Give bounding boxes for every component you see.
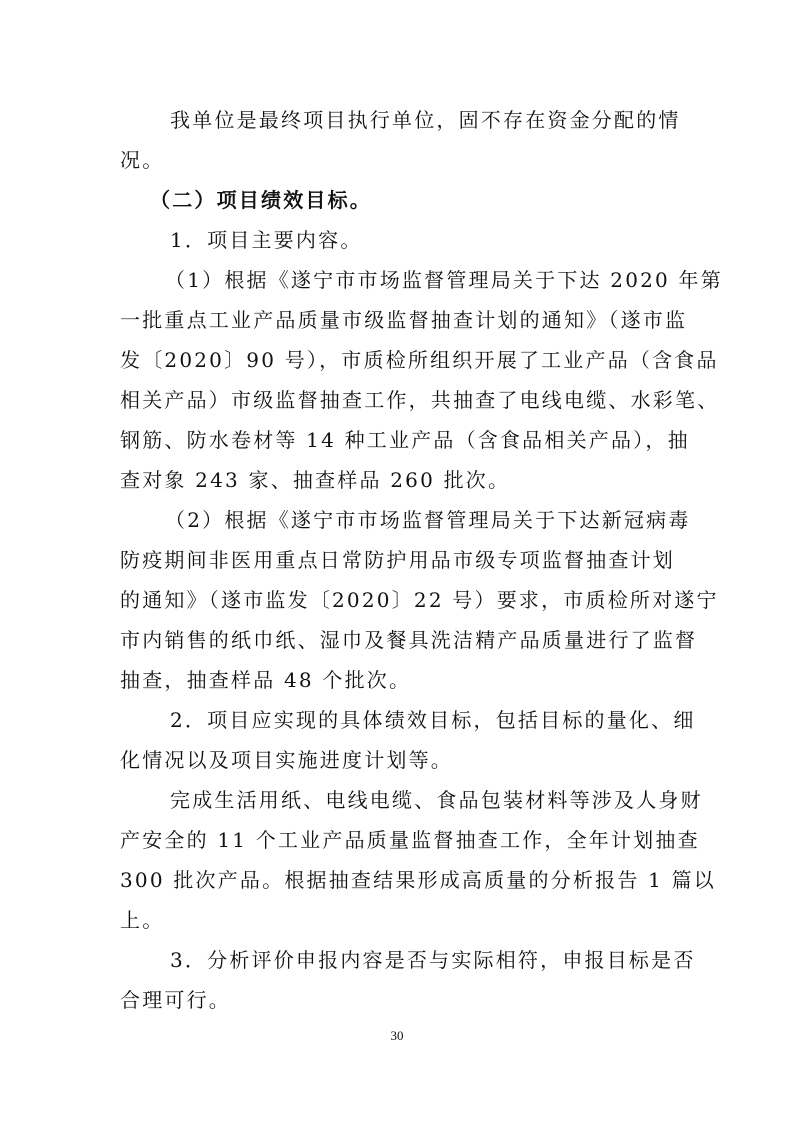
paragraph-line: 产安全的 11 个工业产品质量监督抽查工作，全年计划抽查	[120, 828, 700, 852]
subsection-heading: 3．分析评价申报内容是否与实际相符，申报目标是否	[170, 948, 696, 972]
paragraph-line: 的通知》（遂市监发〔2020〕22 号）要求，市质检所对遂宁	[120, 588, 719, 612]
paragraph-line: 我单位是最终项目执行单位，固不存在资金分配的情	[170, 108, 681, 132]
paragraph-line: 300 批次产品。根据抽查结果形成高质量的分析报告 1 篇以	[120, 868, 716, 892]
paragraph-line: 合理可行。	[120, 988, 231, 1012]
paragraph-line: 完成生活用纸、电线电缆、食品包装材料等涉及人身财	[170, 788, 703, 812]
paragraph-line: 发〔2020〕90 号），市质检所组织开展了工业产品（含食品	[120, 348, 719, 372]
subsection-heading: 2．项目应实现的具体绩效目标，包括目标的量化、细	[170, 708, 696, 732]
subsection-heading: 1．项目主要内容。	[170, 228, 363, 252]
section-heading: （二）项目绩效目标。	[150, 188, 372, 212]
paragraph-line: 化情况以及项目实施进度计划等。	[120, 748, 453, 772]
paragraph-line: 上。	[120, 908, 165, 932]
paragraph-line: 相关产品）市级监督抽查工作，共抽查了电线电缆、水彩笔、	[120, 388, 720, 412]
paragraph-line: 抽查，抽查样品 48 个批次。	[120, 668, 412, 692]
paragraph-line: 查对象 243 家、抽查样品 260 批次。	[120, 468, 511, 492]
paragraph-line: （2）根据《遂宁市市场监督管理局关于下达新冠病毒	[165, 508, 691, 532]
paragraph-line: 钢筋、防水卷材等 14 种工业产品（含食品相关产品），抽	[120, 428, 690, 452]
paragraph-line: 市内销售的纸巾纸、湿巾及餐具洗洁精产品质量进行了监督	[120, 628, 698, 652]
paragraph-line: 况。	[120, 148, 165, 172]
paragraph-line: （1）根据《遂宁市市场监督管理局关于下达 2020 年第	[165, 268, 723, 292]
paragraph-line: 防疫期间非医用重点日常防护用品市级专项监督抽查计划	[120, 548, 675, 572]
page-number: 30	[390, 1028, 404, 1043]
paragraph-line: 一批重点工业产品质量市级监督抽查计划的通知》（遂市监	[120, 308, 688, 332]
